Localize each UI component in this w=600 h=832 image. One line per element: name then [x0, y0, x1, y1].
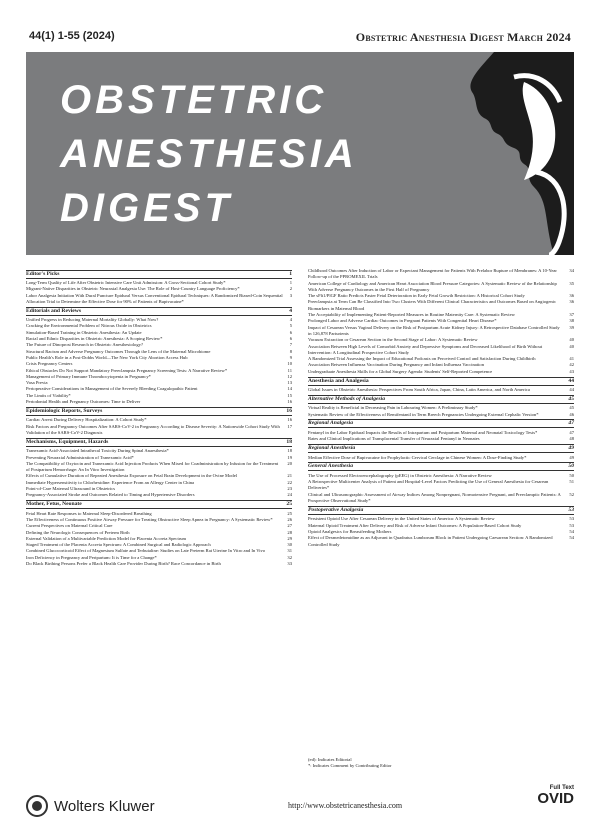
toc-entry-page: 50: [569, 472, 574, 478]
toc-entry-title: Undergraduate Anesthesia Skills for a Global Surgery Agenda: Students' Self-Reported Competence: [308, 368, 493, 374]
toc-entry: [308, 268, 574, 281]
toc-entry-title: Racial and Ethnic Disparities in Obstetric Anesthesia: A Scoping Review*: [26, 336, 163, 342]
toc-entry-title: The Effectiveness of Continuous Positive Airway Pressure for Treating Obstructive Sleep Apnea in Pregnancy: A Systematic Review*: [26, 516, 273, 522]
toc-entry-page: 23: [287, 486, 292, 492]
toc-entry-page: 54: [569, 528, 574, 534]
toc-entry-page: 22: [287, 479, 292, 485]
toc-entry: [308, 369, 574, 375]
toc-entry: [308, 492, 574, 505]
toc-left-column: [26, 268, 292, 567]
toc-entry-title: Long-Term Quality of Life After Obstetric Intensive Care Unit Admission: A Cross-Sectional Cohort Study*: [26, 280, 226, 285]
toc-entry-page: 53: [569, 516, 574, 522]
toc-entry: [26, 399, 292, 405]
toc-right-column: [308, 268, 574, 548]
toc-entry-page: 44: [569, 387, 574, 393]
toc-entry-page: 17: [287, 423, 292, 429]
toc-entry-page: 34: [569, 268, 574, 273]
toc-entry: [26, 492, 292, 498]
footnote-editorial: (ed): Indicates Editorial: [308, 757, 352, 762]
title-line-1: OBSTETRIC: [60, 78, 328, 122]
toc-entry: [26, 461, 292, 474]
publisher-name: Wolters Kluwer: [54, 797, 155, 815]
toc-entry-page: 49: [569, 454, 574, 460]
toc-entry-page: 18: [286, 438, 292, 445]
toc-entry-page: 40: [569, 337, 574, 343]
toc-entry-page: 15: [287, 392, 292, 398]
toc-entry-title: Virtual Reality is Beneficial in Decreasing Pain in Labouring Women: A Preliminary Study*: [308, 405, 478, 411]
toc-entry-page: 1: [289, 270, 292, 277]
toc-entry-title: Editorials and Reviews: [26, 307, 82, 314]
toc-entry-title: Iron Deficiency in Pregnancy and Peripartum: It is Time for a Change*: [26, 554, 157, 560]
toc-entry-title: Combined Glucocorticoid Effect of Magnesium Sulfate and Terbutaline: Studies on Late Preterm Rat Uterine In Vitro and In Vivo: [26, 548, 266, 554]
toc-entry-page: 16: [287, 417, 292, 423]
toc-entry-page: 31: [287, 548, 292, 554]
toc-entry-page: 39: [569, 324, 574, 330]
toc-entry: [308, 412, 574, 418]
toc-entry-title: Association Between High Levels of Comorbid Anxiety and Depressive Symptoms and Decreased Likelihood of Birth Without Intervention: A Longitudinal Prospective Cohort Study: [308, 343, 543, 355]
footer: [26, 757, 574, 825]
toc-section-heading: [308, 444, 574, 453]
toc-entry: [26, 561, 292, 567]
toc-entry-title: Cracking the Environmental Problem of Nitrous Oxide in Obstetrics: [26, 323, 152, 329]
toc-section-heading: [26, 407, 292, 416]
toc-entry-title: Structural Racism and Adverse Pregnancy Outcomes Through the Lens of the Maternal Microbiome: [26, 348, 211, 354]
toc-entry-page: 37: [569, 312, 574, 318]
footnotes: [308, 757, 392, 769]
toc-entry-title: Global Issues in Obstetric Anesthesia: Perspectives From South Africa, Japan, China, Latin America, and North America: [308, 387, 530, 393]
toc-entry-title: Effect of Dexmedetomidine as an Adjuvant in Quadratus Lumborum Block in Patient Undergoing Caesarean Section: A Randomized Controlled Study: [308, 535, 553, 547]
toc-entry-page: 40: [569, 343, 574, 349]
toc-entry-title: Public Health's Role in a Post-Dobbs World—The New York City Abortion Access Hub: [26, 354, 188, 360]
toc-entry-title: Effects of Cumulative Duration of Repeated Anesthesia Exposure on Fetal Brain Development in the Ovine Model: [26, 473, 238, 479]
toc-entry-page: 25: [286, 501, 292, 508]
pregnant-profile-logo: [374, 52, 574, 255]
toc-entry: [308, 455, 574, 461]
toc-section-heading: [308, 462, 574, 471]
toc-entry-title: Crisis Pregnancy Centers: [26, 361, 73, 367]
toc-entry-title: Tranexamic Acid-Associated Intrathecal Toxicity During Spinal Anaesthesia*: [26, 448, 169, 454]
publisher-logo: [26, 795, 155, 817]
toc-entry-title: Median Effective Dose of Bupivacaine for Prophylactic Cervical Cerclage in Chinese Women: A Dose-Finding Study*: [308, 454, 527, 460]
toc-entry-page: 16: [287, 399, 292, 405]
toc-entry-page: 4: [289, 317, 292, 323]
toc-entry-title: Systematic Review of the Effectiveness of Remifentanil in Term Breech Pregnancies Undergoing External Cephalic Version*: [308, 411, 539, 417]
toc-entry-page: 35: [569, 280, 574, 286]
toc-entry-page: 36: [569, 299, 574, 305]
toc-entry-title: Maternal Opioid Treatment After Delivery and Risk of Adverse Infant Outcomes: A Population-Based Cohort Study: [308, 522, 522, 528]
toc-entry-title: Staged Treatment of the Placenta Accreta Spectrum: A Combined Surgical and Radiologic Approach: [26, 542, 211, 548]
toc-entry: [308, 387, 574, 393]
toc-entry-page: 50: [568, 463, 574, 470]
toc-entry-title: Pregnancy-Associated Stroke and Outcomes Related to Timing and Hypertensive Disorders: [26, 492, 195, 498]
toc-entry-page: 49: [568, 445, 574, 452]
toc-entry-page: 44: [568, 377, 574, 384]
toc-entry-page: 6: [289, 329, 292, 335]
toc-entry-title: American College of Cardiology and American Heart Association Blood Pressure Categories: A Systematic Review of the Relationship With Adverse Pregnancy Outcomes in the First Half of Pregnancy: [308, 280, 557, 292]
toc-entry-title: Postoperative Analgesia: [308, 506, 364, 513]
toc-entry-page: 25: [287, 510, 292, 516]
toc-entry-page: 4: [289, 307, 292, 314]
toc-entry-page: 1: [289, 280, 292, 285]
toc-entry-page: 47: [569, 429, 574, 435]
toc-entry-page: 26: [287, 516, 292, 522]
toc-entry: [308, 281, 574, 294]
toc-entry-title: Preeclampsia at Term Can Be Classified Into Two Clusters With Different Clinical Characteristics and Outcomes Based on Angiogenic Biomarkers in Maternal Blood: [308, 299, 556, 311]
toc-entry-page: 38: [569, 318, 574, 324]
toc-entry-page: 5: [289, 323, 292, 329]
fulltext-label: Full Text: [549, 785, 574, 791]
title-line-2: ANESTHESIA: [60, 132, 358, 176]
toc-entry-title: A Randomized Trial Assessing the Impact of Educational Podcasts on Perceived Control and Satisfaction During Childbirth: [308, 356, 536, 362]
toc-entry-page: 8: [289, 348, 292, 354]
toc-entry-title: Mother, Fetus, Neonate: [26, 501, 82, 508]
toc-entry-title: Childhood Outcomes After Induction of Labor or Expectant Management for Patients With Prelabor Rupture of Membranes: A 10-Year Follow-up of the PPROMEXIL Trials: [308, 268, 557, 280]
toc-entry-title: Prolonged Labor and Adverse Cardiac Outcomes in Pregnant Patients With Congenital Heart Disease*: [308, 318, 497, 324]
toc-entry-title: External Validation of a Multivariable Prediction Model for Placenta Accreta Spectrum: [26, 535, 187, 541]
toc-entry-title: Mechanisms, Equipment, Hazards: [26, 438, 109, 445]
toc-entry-page: 53: [569, 522, 574, 528]
toc-entry: [308, 325, 574, 338]
toc-entry-title: Immediate Hypersensitivity to Chlorhexidine: Experience From an Allergy Center in China: [26, 479, 195, 485]
toc-entry: [308, 479, 574, 492]
toc-section-heading: [26, 307, 292, 316]
toc-entry-page: 54: [569, 535, 574, 541]
toc-entry-page: 53: [568, 506, 574, 513]
toc-entry-page: 32: [287, 554, 292, 560]
toc-entry-page: 13: [287, 380, 292, 386]
toc-entry-title: Epidemiologic Reports, Surveys: [26, 407, 103, 414]
toc-entry-title: Current Perspectives on Maternal Critical Care: [26, 523, 113, 529]
toc-entry-title: The Compatibility of Oxytocin and Tranexamic Acid Injection Products When Mixed for Coadministration by Infusion for the Treatment of Postpartum Hemorrhage: An In Vitro Investigation: [26, 460, 279, 473]
toc-entry-title: Unified Progress in Reducing Maternal Mortality Globally: What Now?: [26, 317, 159, 323]
toc-entry-page: 2: [289, 286, 292, 292]
toc-entry-title: The Limits of Viability*: [26, 392, 71, 398]
toc-entry: [308, 535, 574, 548]
toc-entry-page: 48: [569, 436, 574, 442]
toc-entry-title: The Future of Dinoprost Research in Obstetric Anesthesiology?: [26, 342, 143, 348]
toc-entry-page: 14: [287, 386, 292, 392]
toc-entry-page: 30: [287, 542, 292, 548]
toc-entry-page: 52: [569, 491, 574, 497]
toc-entry: [26, 424, 292, 437]
toc-section-heading: [26, 270, 292, 279]
wolters-kluwer-icon: [26, 795, 48, 817]
toc-entry-title: Point-of-Care Maternal Ultrasound in Obstetrics: [26, 486, 116, 492]
toc-entry-page: 46: [569, 411, 574, 417]
toc-entry-page: 28: [287, 529, 292, 535]
toc-entry-title: General Anesthesia: [308, 463, 354, 470]
toc-entry-title: A Retrospective Multicenter Analysis of Patient and Hospital-Level Factors Predicting the Use of General Anesthesia for Cesarean Deliveries*: [308, 479, 549, 491]
toc-entry-page: 47: [568, 420, 574, 427]
toc-entry-title: Defining the Neurologic Consequences of Preterm Birth: [26, 529, 130, 535]
toc-entry-title: Simulation-Based Training in Obstetric Anesthesia: An Update: [26, 329, 142, 335]
journal-date-header: Obstetric Anesthesia Digest March 2024: [355, 30, 571, 44]
toc-entry-page: 3: [289, 292, 292, 298]
toc-entry-title: Impact of Cesarean Versus Vaginal Delivery on the Risk of Postpartum Acute Kidney Injury: A Retrospective Database Controlled Study in 126,878 Parturients: [308, 324, 560, 336]
toc-entry-page: 43: [569, 368, 574, 374]
toc-entry-page: 11: [287, 367, 292, 373]
toc-entry-title: Regional Analgesia: [308, 420, 354, 427]
toc-entry-title: The Acceptability of Implementing Patient-Reported Measures in Routine Maternity Care: A Systematic Review: [308, 312, 515, 318]
toc-entry-title: Association Between Influenza Vaccination During Pregnancy and Infant Influenza Vaccination: [308, 362, 484, 368]
toc-entry-page: 45: [568, 395, 574, 402]
toc-entry-page: 41: [569, 356, 574, 362]
toc-entry-title: Do Black Birthing Persons Prefer a Black Health Care Provider During Birth? Race Concordance in Birth: [26, 560, 221, 566]
toc-section-heading: [308, 395, 574, 404]
toc-entry-title: Fentanyl in the Labor Epidural Impacts the Results of Intrapartum and Postpartum Maternal and Neonatal Toxicology Tests*: [308, 429, 538, 435]
toc-entry-page: 7: [289, 342, 292, 348]
ovid-fulltext-logo: [537, 785, 574, 807]
toc-entry-title: Labor Analgesia Initiation With Dural Puncture Epidural Versus Conventional Epidural Techniques: A Randomized Biased-Coin Sequential Allocation Trial to Determine the Effective Dose for 90% of Patients of Bupivacaine*: [26, 292, 283, 304]
toc-entry-title: Periodontal Health and Pregnancy Outcomes: Time to Deliver: [26, 399, 141, 405]
toc-entry-title: Perioperative Considerations in Management of the Severely Bleeding Coagulopathic Patient: [26, 386, 198, 392]
toc-entry-page: 19: [287, 454, 292, 460]
ovid-label: OVID: [537, 790, 574, 807]
toc-entry-page: 51: [569, 479, 574, 485]
toc-entry-page: 10: [287, 361, 292, 367]
toc-entry-page: 16: [286, 407, 292, 414]
toc-entry-page: 9: [289, 354, 292, 360]
table-of-contents: [26, 268, 574, 778]
journal-url[interactable]: http://www.obstetricanesthesia.com: [288, 801, 403, 810]
toc-entry-page: 33: [287, 560, 292, 566]
toc-entry-title: Management of Primary Immune Thrombocytopenia in Pregnancy*: [26, 373, 151, 379]
toc-entry-page: 27: [287, 523, 292, 529]
issue-number: 44(1) 1-55 (2024): [29, 30, 115, 42]
toc-entry-page: 29: [287, 535, 292, 541]
toc-entry-title: Editor's Picks: [26, 270, 60, 277]
toc-entry-page: 18: [287, 448, 292, 454]
toc-entry-title: Anesthesia and Analgesia: [308, 377, 369, 384]
toc-section-heading: [308, 506, 574, 515]
toc-entry: [308, 436, 574, 442]
toc-entry: [26, 293, 292, 306]
toc-entry-page: 45: [569, 405, 574, 411]
toc-entry-title: Clinical and Ultrasonographic Assessment of Airway Indices Among Nonpregnant, Normotensive Pregnant, and Preeclamptic Patients: A Prospective Observational Study*: [308, 491, 561, 504]
toc-entry-title: Cardiac Arrest During Delivery Hospitalization: A Cohort Study*: [26, 417, 147, 423]
toc-entry-title: Fetal Heart Rate Responses to Maternal Sleep-Disordered Breathing: [26, 510, 152, 516]
toc-entry-title: Rates and Clinical Implications of Transplacental Transfer of Neuraxial Fentanyl in Neonates: [308, 436, 480, 442]
toc-entry-title: Opioid Analgesics for Breastfeeding Mothers: [308, 528, 392, 534]
toc-section-heading: [26, 500, 292, 509]
toc-section-heading: [308, 377, 574, 386]
toc-entry-page: 20: [287, 460, 292, 466]
footnote-comment: *: Indicates Comment by Contributing Editor: [308, 763, 392, 768]
toc-entry-page: 6: [289, 336, 292, 342]
toc-entry-page: 12: [287, 373, 292, 379]
toc-entry-page: 21: [287, 473, 292, 479]
toc-entry-title: The sFlt1/PlGF Ratio Predicts Faster Fetal Deterioration in Early Fetal Growth Restriction: A Historical Cohort Study: [308, 293, 525, 299]
toc-section-heading: [26, 438, 292, 447]
toc-entry-title: Migrant-Native Disparities in Obstetric Neuraxial Analgesia Use: The Role of Host-Country Language Proficiency*: [26, 286, 240, 292]
toc-entry-title: Ethical Obstacles Do Not Support Mandatory Preeclampsia Pregnancy Screening Tests: A Narrative Review*: [26, 367, 228, 373]
toc-entry-page: 36: [569, 293, 574, 299]
toc-entry-title: The Use of Processed Electroencephalography (pEEG) in Obstetric Anesthesia: A Narrative Review: [308, 472, 492, 478]
toc-entry-title: Persistent Opioid Use After Cesarean Delivery in the United States of America: A Systematic Review: [308, 516, 495, 522]
toc-entry-page: 24: [287, 492, 292, 498]
toc-entry-title: Preventing Neuraxial Administration of Tranexamic Acid*: [26, 454, 134, 460]
title-banner: [26, 52, 574, 255]
toc-entry-title: Risk Factors and Pregnancy Outcomes After SARS-CoV-2 in Pregnancy According to Disease Severity: A Nationwide Cohort Study With Validation of the SARS-CoV-2 Diagnosis: [26, 423, 280, 435]
toc-entry-title: Alternative Methods of Analgesia: [308, 395, 386, 402]
toc-entry-title: Vasa Previa: [26, 380, 48, 386]
toc-section-heading: [308, 419, 574, 428]
toc-entry-title: Regional Anesthesia: [308, 445, 356, 452]
toc-entry-title: Vacuum Extraction or Cesarean Section in the Second Stage of Labor: A Systematic Review: [308, 337, 478, 343]
toc-entry: [308, 299, 574, 312]
title-line-3: DIGEST: [60, 186, 233, 230]
toc-entry-page: 42: [569, 362, 574, 368]
toc-entry: [308, 344, 574, 357]
